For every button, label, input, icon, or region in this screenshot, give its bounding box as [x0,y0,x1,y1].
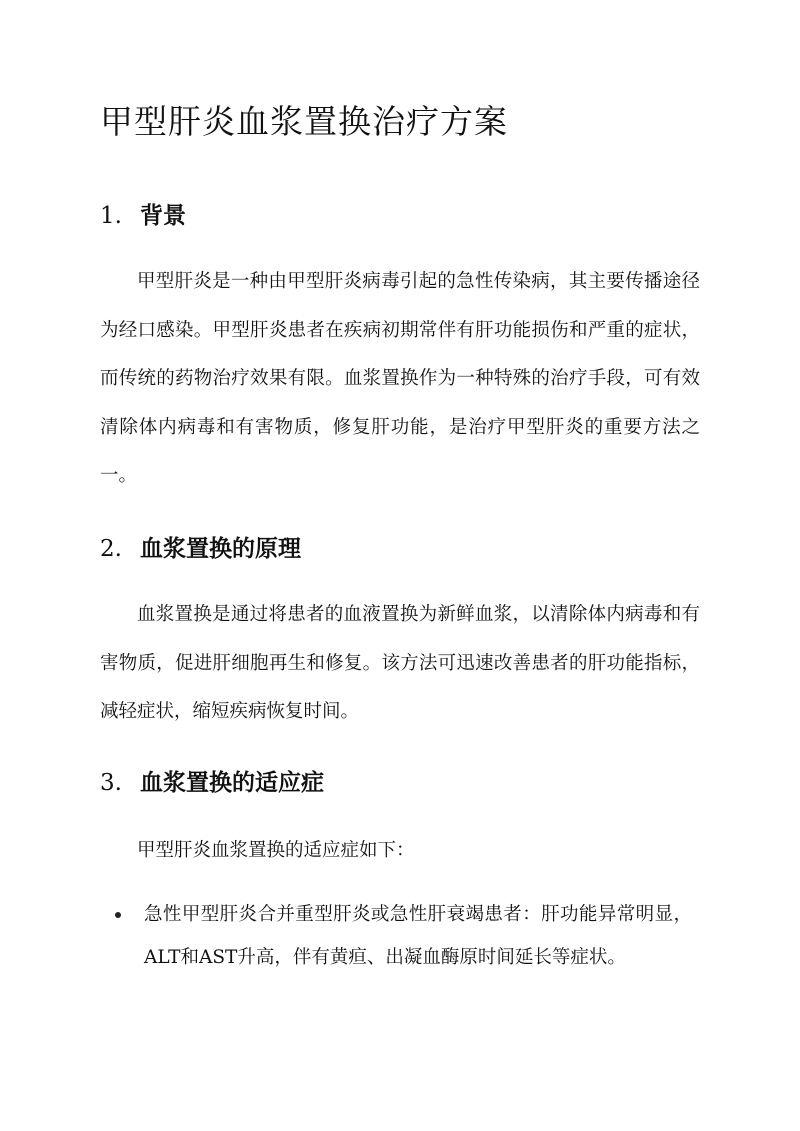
section-heading-principle [100,530,301,563]
list-item-text: 急性甲型肝炎合并重型肝炎或急性肝衰竭患者：肝功能异常明显，ALT和AST升高，伴有黄疸、出凝血酶原时间延长等症状。 [144,904,692,968]
section-paragraph-background: 甲型肝炎是一种由甲型肝炎病毒引起的急性传染病，其主要传播途径为经口感染。甲型肝炎患者在疾病初期常伴有肝功能损伤和严重的症状，而传统的药物治疗效果有限。血浆置换作为一种特殊的治疗手段，可有效清除体内病毒和有害物质，修复肝功能，是治疗甲型肝炎的重要方法之一。 [100,271,700,487]
indications-intro: 甲型肝炎血浆置换的适应症如下： [137,840,415,861]
section-number: 1. [100,203,122,229]
section-paragraph-principle: 血浆置换是通过将患者的血液置换为新鲜血浆，以清除体内病毒和有害物质，促进肝细胞再生和修复。该方法可迅速改善患者的肝功能指标，减轻症状，缩短疾病恢复时间。 [100,604,700,723]
bullet-icon [115,912,121,918]
section-heading-indications [100,764,324,797]
section-title: 血浆置换的适应症 [140,769,324,796]
section-heading-background [100,197,186,230]
section-number: 2. [100,536,122,562]
section-title: 血浆置换的原理 [140,535,301,562]
section-title: 背景 [140,202,186,229]
document-title: 甲型肝炎血浆置换治疗方案 [100,102,508,141]
section-number: 3. [100,770,122,796]
